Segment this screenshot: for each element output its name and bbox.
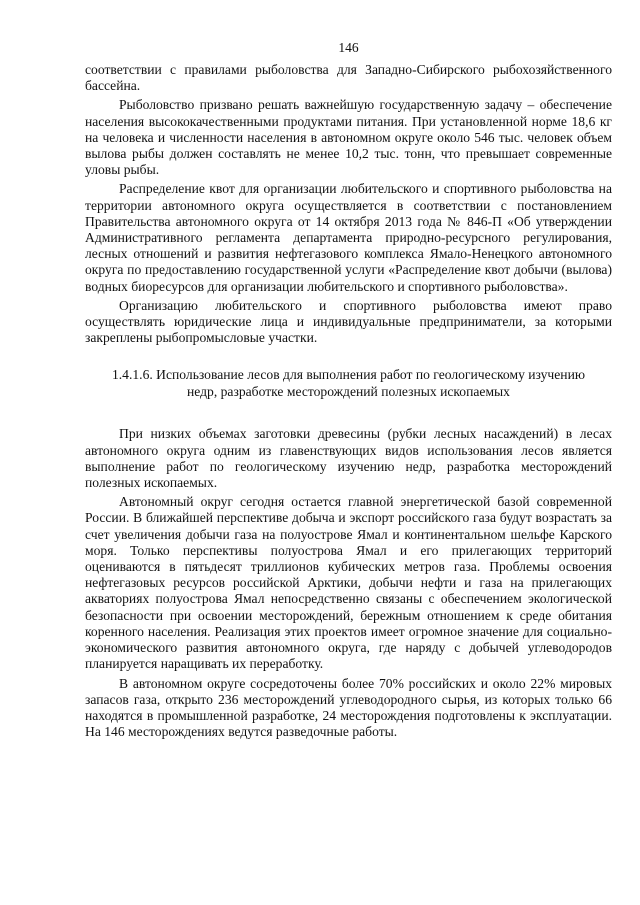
page-number: 146 xyxy=(338,40,359,55)
paragraph-gas-reserves: В автономном округе сосредоточены более 70% российских и около 22% мировых запасов газа, открыто 236 месторождений углеводородного сырья, из которых только 66 находятся в промышленной разработке, 24 месторождения подготовлены к эксплуатации. На 146 месторождениях ведутся разведочные работы. xyxy=(85,675,612,740)
paragraph-fishing-task: Рыболовство призвано решать важнейшую государственную задачу – обеспечение населения высококачественными продуктами питания. При установленной норме 18,6 кг на человека и численности населения в автономном округе около 546 тыс. человек объем вылова рыбы должен составлять не менее 10,2 тыс. тонн, что превышает современные уловы рыбы. xyxy=(85,97,612,178)
paragraph-fishing-organization: Организацию любительского и спортивного рыболовства имеют право осуществлять юридические лица и индивидуальные предприниматели, за которыми закреплены рыбопромысловые участки. xyxy=(85,297,612,346)
paragraph-energy-base: Автономный округ сегодня остается главной энергетической базой современной России. В ближайшей перспективе добыча и экспорт российского газа будут возрастать за счет увеличения добычи газа на полуострове Ямал и континентальном шельфе Карского моря. Только перспективы полуострова Ямал и его прилегающих территорий оцениваются в пятьдесят триллионов кубических метров газа. Проблемы освоения нефтегазовых ресурсов российской Арктики, добычи нефти и газа на прилегающих акваториях полуострова Ямал непосредственно связаны с обеспечением экологической безопасности при освоении месторождений, бережным отношением к среде обитания коренного населения. Реализация этих проектов имеет огромное значение для социально-экономического развития автономного округа, где наряду с добычей углеводородов планируется наращивать их переработку. xyxy=(85,494,612,672)
section-heading: 1.4.1.6. Использование лесов для выполнения работ по геологическому изучению недр, разработке месторождений полезных ископаемых xyxy=(111,367,585,400)
paragraph-forest-use: При низких объемах заготовки древесины (рубки лесных насаждений) в лесах автономного округа одним из главенствующих видов использования лесов является выполнение работ по геологическому изучению недр, разработка месторождений полезных ископаемых. xyxy=(85,426,612,491)
paragraph-continuation: соответствии с правилами рыболовства для Западно-Сибирского рыбохозяйственного бассейна. xyxy=(85,62,612,94)
paragraph-quota-distribution: Распределение квот для организации любительского и спортивного рыболовства на территории автономного округа осуществляется в соответствии с постановлением Правительства автономного округа от 14 октября 2013 года № 846-П «Об утверждении Административного регламента департамента природно-ресурсного регулирования, лесных отношений и развития нефтегазового комплекса Ямало-Ненецкого автономного округа по предоставлению государственной услуги «Распределение квот добычи (вылова) водных биоресурсов для организации любительского и спортивного рыболовства». xyxy=(85,181,612,294)
